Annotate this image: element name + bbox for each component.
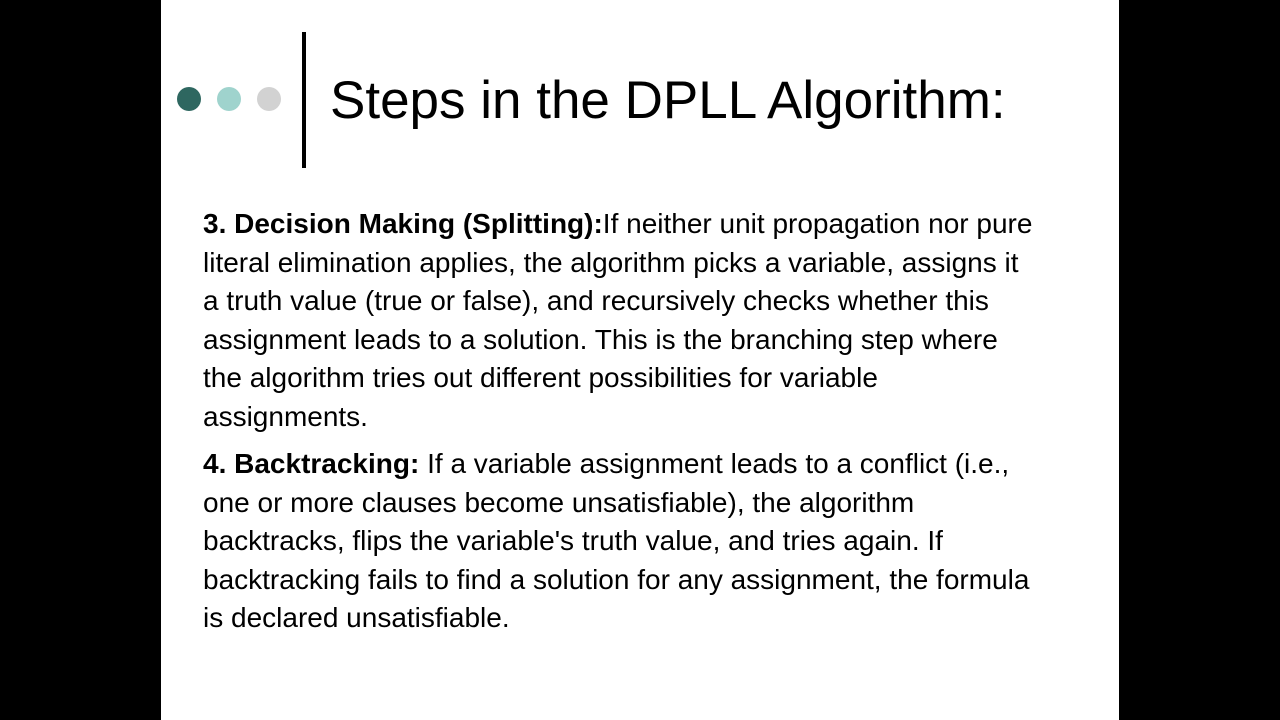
dark-teal-dot xyxy=(177,87,201,111)
step-3-heading: 3. Decision Making (Splitting): xyxy=(203,208,603,239)
step-4-heading: 4. Backtracking: xyxy=(203,448,420,479)
step-3-paragraph xyxy=(203,205,1033,436)
step-3-text: If neither unit propagation nor pure literal elimination applies, the algorithm picks a variable, assigns it a truth value (true or false), and recursively checks whether this assignment leads to a solution. This is the branching step where the algorithm tries out different possibilities for variable assignments. xyxy=(203,208,1033,432)
decorative-dots xyxy=(177,87,281,111)
slide-body xyxy=(203,205,1033,647)
light-teal-dot xyxy=(217,87,241,111)
step-4-text: If a variable assignment leads to a conflict (i.e., one or more clauses become unsatisfiable), the algorithm backtracks, flips the variable's truth value, and tries again. If backtracking fails to find a solution for any assignment, the formula is declared unsatisfiable. xyxy=(203,448,1030,633)
title-divider xyxy=(302,32,306,168)
slide xyxy=(161,0,1119,720)
step-4-paragraph xyxy=(203,445,1033,638)
slide-title: Steps in the DPLL Algorithm: xyxy=(330,71,1006,130)
gray-dot xyxy=(257,87,281,111)
